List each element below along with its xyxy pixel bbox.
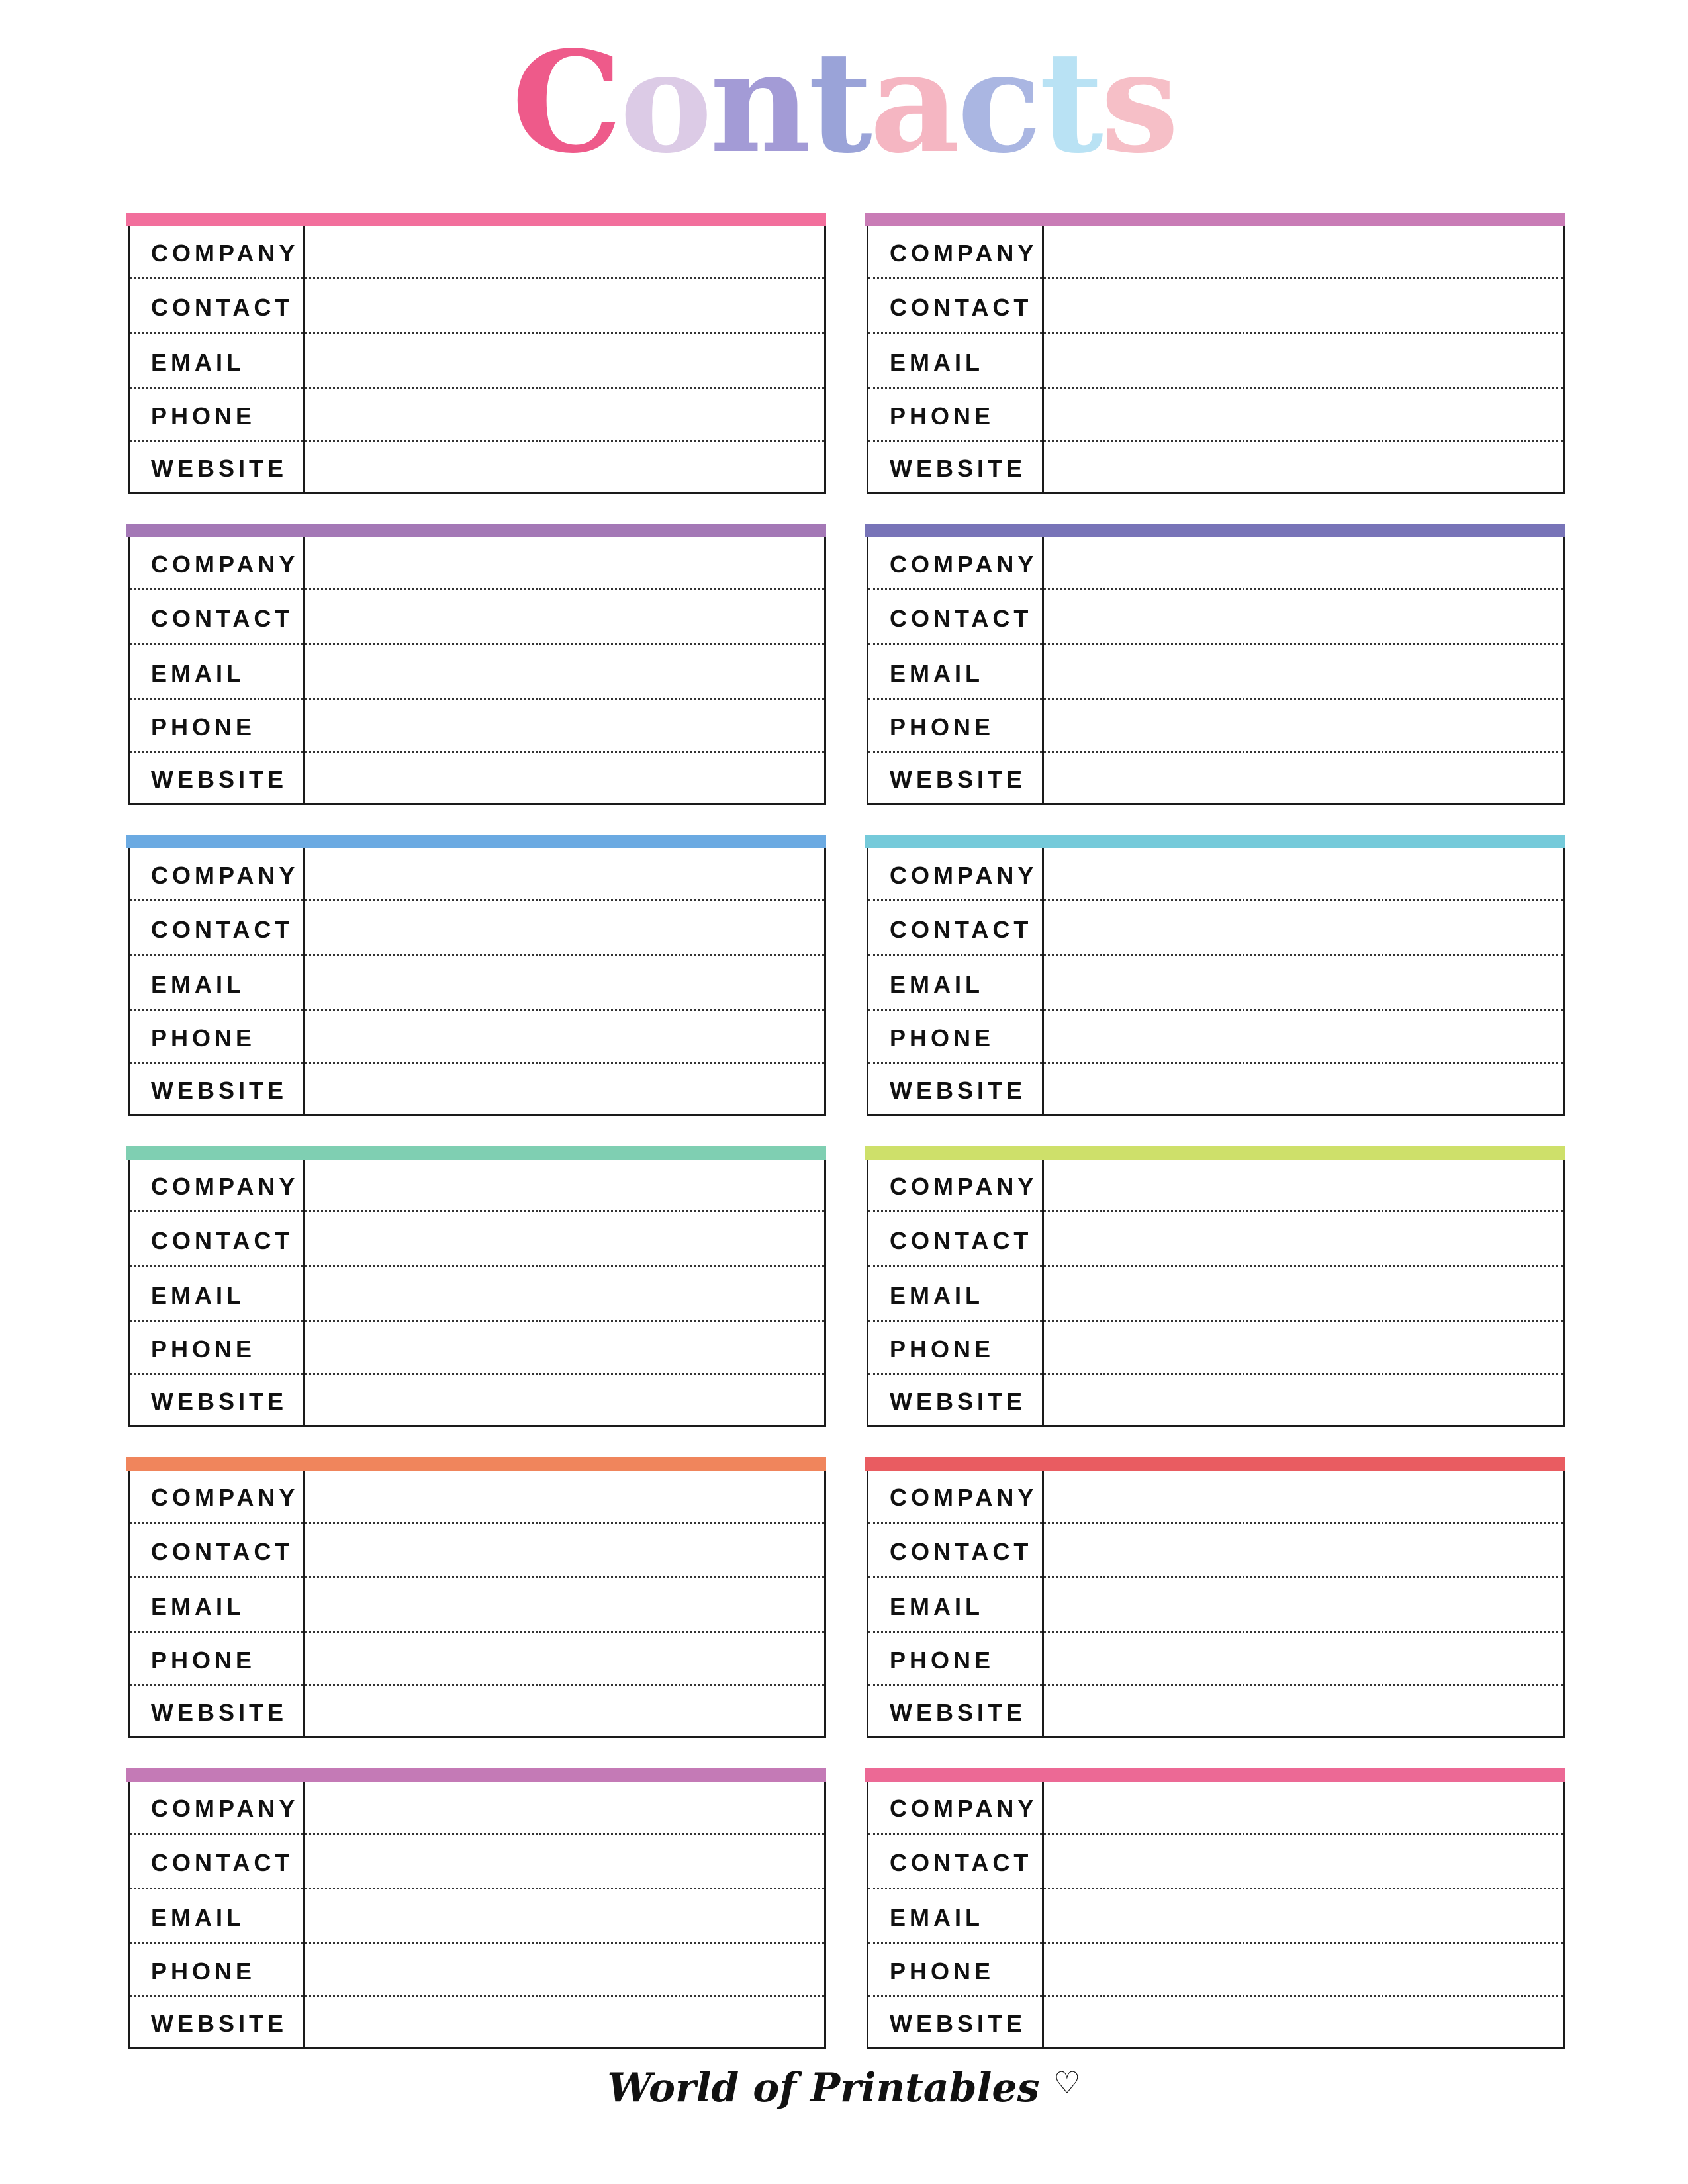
field-value-phone[interactable] [1047,1947,1559,1993]
title-letter: c [957,21,1039,184]
field-label-phone: PHONE [151,1024,256,1052]
field-value-contact[interactable] [1047,282,1559,330]
card-color-bar [865,524,1565,537]
field-row-phone [130,1944,824,1997]
field-row-phone [868,389,1563,442]
field-label-email: EMAIL [151,660,245,687]
card-body [128,848,826,1116]
field-value-email[interactable] [1047,1892,1559,1940]
field-row-website [868,442,1563,494]
field-value-website[interactable] [308,1378,820,1424]
field-row-phone [130,389,824,442]
field-label-contact: CONTACT [151,294,294,321]
field-row-email [130,1267,824,1322]
field-value-contact[interactable] [308,1526,820,1574]
field-value-contact[interactable] [308,1837,820,1885]
field-value-phone[interactable] [1047,392,1559,437]
card-body [867,1471,1565,1738]
field-row-contact [130,1835,824,1889]
contact-card [865,1457,1565,1738]
field-value-website[interactable] [308,445,820,491]
card-color-bar [865,213,1565,226]
field-label-email: EMAIL [890,349,984,376]
field-label-phone: PHONE [151,1647,256,1674]
field-value-contact[interactable] [1047,1526,1559,1574]
field-value-website[interactable] [1047,1378,1559,1424]
contact-card [865,524,1565,805]
field-value-website[interactable] [1047,1067,1559,1113]
field-label-website: WEBSITE [890,1388,1027,1415]
card-body [128,1160,826,1427]
field-row-phone [130,700,824,753]
field-label-contact: CONTACT [151,916,294,943]
title-letter: t [1039,21,1101,184]
field-label-company: COMPANY [151,551,299,578]
field-label-company: COMPANY [151,1795,299,1822]
field-row-website [868,1997,1563,2049]
field-value-website[interactable] [1047,2000,1559,2046]
contact-card [126,835,826,1116]
card-body [128,1471,826,1738]
card-color-bar [126,835,826,848]
field-label-email: EMAIL [890,971,984,998]
field-label-email: EMAIL [890,1282,984,1309]
field-value-company[interactable] [308,1784,820,1830]
field-label-phone: PHONE [890,1336,995,1363]
field-label-phone: PHONE [890,402,995,430]
title-letter: n [710,21,808,184]
field-row-company [868,1471,1563,1524]
card-color-bar [865,1146,1565,1160]
field-row-website [130,1997,824,2049]
field-label-company: COMPANY [151,1173,299,1200]
footer-brand [0,2065,1688,2111]
field-row-phone [868,1011,1563,1064]
contact-card [126,1457,826,1738]
field-value-company[interactable] [308,229,820,275]
field-value-email[interactable] [308,959,820,1007]
field-label-website: WEBSITE [890,2010,1027,2037]
field-row-email [868,1889,1563,1944]
card-color-bar [126,1768,826,1782]
card-body [128,537,826,805]
contact-card [865,835,1565,1116]
field-row-email [130,645,824,700]
field-label-company: COMPANY [151,240,299,267]
field-label-company: COMPANY [890,1795,1038,1822]
card-color-bar [126,524,826,537]
field-value-phone[interactable] [308,1947,820,1993]
field-label-website: WEBSITE [151,766,288,793]
field-label-company: COMPANY [890,1484,1038,1511]
field-value-contact[interactable] [308,593,820,641]
field-label-website: WEBSITE [890,766,1027,793]
field-row-company [130,537,824,590]
field-label-company: COMPANY [890,862,1038,889]
field-row-contact [130,279,824,334]
field-value-email[interactable] [308,1581,820,1629]
field-label-email: EMAIL [151,1282,245,1309]
field-row-email [130,334,824,389]
field-row-website [868,1064,1563,1116]
field-value-phone[interactable] [1047,1325,1559,1371]
field-value-website[interactable] [308,2000,820,2046]
title-letter: o [620,21,710,184]
card-color-bar [865,1768,1565,1782]
field-value-company[interactable] [1047,1162,1559,1208]
title-letter: a [869,21,957,184]
card-body [867,537,1565,805]
field-value-website[interactable] [1047,756,1559,802]
field-row-contact [130,901,824,956]
field-row-website [130,1686,824,1738]
field-value-company[interactable] [1047,851,1559,897]
field-label-contact: CONTACT [151,1227,294,1254]
field-value-email[interactable] [308,1270,820,1318]
field-value-email[interactable] [1047,337,1559,385]
title-letter: t [808,21,870,184]
card-body [867,226,1565,494]
card-body [867,848,1565,1116]
field-row-phone [130,1322,824,1375]
contact-card [126,213,826,494]
field-label-contact: CONTACT [890,1227,1033,1254]
field-label-phone: PHONE [151,713,256,741]
card-color-bar [126,1146,826,1160]
field-value-phone[interactable] [308,392,820,437]
field-row-contact [130,1212,824,1267]
field-row-phone [868,1633,1563,1686]
field-row-phone [130,1633,824,1686]
field-label-company: COMPANY [151,1484,299,1511]
field-row-contact [130,590,824,645]
field-row-company [130,226,824,279]
field-label-company: COMPANY [890,240,1038,267]
field-label-company: COMPANY [151,862,299,889]
field-label-contact: CONTACT [151,1538,294,1565]
field-value-company[interactable] [308,1473,820,1519]
field-label-company: COMPANY [890,551,1038,578]
field-row-contact [868,901,1563,956]
field-value-company[interactable] [1047,540,1559,586]
field-label-website: WEBSITE [151,1699,288,1726]
field-label-email: EMAIL [890,1904,984,1931]
field-label-email: EMAIL [151,349,245,376]
field-row-company [868,1782,1563,1835]
field-label-website: WEBSITE [151,1077,288,1104]
field-row-contact [868,590,1563,645]
field-row-company [130,1471,824,1524]
field-value-phone[interactable] [308,1325,820,1371]
field-value-contact[interactable] [1047,1837,1559,1885]
field-row-email [868,1267,1563,1322]
field-value-contact[interactable] [1047,1215,1559,1263]
contact-card [865,213,1565,494]
field-row-website [130,442,824,494]
field-row-website [130,1064,824,1116]
contact-card [126,1768,826,2049]
contact-card [865,1768,1565,2049]
field-label-email: EMAIL [890,660,984,687]
field-label-website: WEBSITE [151,455,288,482]
field-row-email [130,1578,824,1633]
field-row-email [868,645,1563,700]
field-value-company[interactable] [1047,1473,1559,1519]
field-row-phone [868,1944,1563,1997]
field-value-contact[interactable] [1047,593,1559,641]
field-label-website: WEBSITE [890,1699,1027,1726]
footer-brand-text: World of Printables [607,2065,1040,2111]
field-value-website[interactable] [308,1067,820,1113]
field-value-contact[interactable] [308,904,820,952]
field-label-email: EMAIL [151,971,245,998]
field-row-phone [868,1322,1563,1375]
field-label-phone: PHONE [890,1647,995,1674]
field-row-email [868,956,1563,1011]
title-letter: C [511,21,620,184]
field-label-email: EMAIL [890,1593,984,1620]
field-row-contact [868,1212,1563,1267]
field-value-email[interactable] [1047,959,1559,1007]
field-label-website: WEBSITE [890,1077,1027,1104]
field-value-email[interactable] [308,648,820,696]
contact-card [126,524,826,805]
field-label-contact: CONTACT [890,605,1033,632]
field-label-contact: CONTACT [890,1849,1033,1876]
field-value-website[interactable] [308,1689,820,1735]
field-label-phone: PHONE [151,402,256,430]
field-row-website [868,753,1563,805]
field-label-website: WEBSITE [890,455,1027,482]
title-letter: s [1100,21,1177,184]
field-label-contact: CONTACT [151,605,294,632]
field-label-phone: PHONE [890,1024,995,1052]
field-label-contact: CONTACT [890,294,1033,321]
card-body [128,1782,826,2049]
field-value-website[interactable] [1047,1689,1559,1735]
field-label-website: WEBSITE [151,1388,288,1415]
field-value-email[interactable] [1047,1270,1559,1318]
field-row-company [130,1782,824,1835]
field-value-company[interactable] [308,1162,820,1208]
field-value-company[interactable] [1047,229,1559,275]
card-color-bar [865,1457,1565,1471]
field-value-phone[interactable] [1047,1014,1559,1060]
field-label-website: WEBSITE [151,2010,288,2037]
field-row-website [130,1375,824,1427]
field-label-company: COMPANY [890,1173,1038,1200]
field-row-email [130,956,824,1011]
field-value-phone[interactable] [1047,703,1559,749]
field-value-company[interactable] [308,851,820,897]
field-row-phone [868,700,1563,753]
field-row-email [868,1578,1563,1633]
field-row-contact [868,1835,1563,1889]
field-value-phone[interactable] [308,1014,820,1060]
field-label-contact: CONTACT [890,1538,1033,1565]
field-row-company [868,537,1563,590]
contact-card [865,1146,1565,1427]
field-row-company [130,848,824,901]
field-label-phone: PHONE [890,713,995,741]
field-row-company [130,1160,824,1212]
field-row-website [868,1686,1563,1738]
card-body [867,1782,1565,2049]
field-value-email[interactable] [308,1892,820,1940]
field-value-phone[interactable] [308,703,820,749]
field-value-company[interactable] [308,540,820,586]
field-row-company [868,226,1563,279]
field-label-email: EMAIL [151,1593,245,1620]
field-row-contact [130,1524,824,1578]
field-value-phone[interactable] [1047,1636,1559,1682]
card-body [128,226,826,494]
field-row-email [868,334,1563,389]
field-row-website [130,753,824,805]
field-label-phone: PHONE [151,1336,256,1363]
field-row-company [868,1160,1563,1212]
field-row-company [868,848,1563,901]
page-title [0,20,1688,185]
field-label-contact: CONTACT [890,916,1033,943]
field-value-website[interactable] [308,756,820,802]
field-row-email [130,1889,824,1944]
card-color-bar [126,1457,826,1471]
field-label-contact: CONTACT [151,1849,294,1876]
field-label-email: EMAIL [151,1904,245,1931]
card-color-bar [865,835,1565,848]
field-row-phone [130,1011,824,1064]
field-value-email[interactable] [1047,1581,1559,1629]
field-value-email[interactable] [1047,648,1559,696]
card-body [867,1160,1565,1427]
field-value-contact[interactable] [308,1215,820,1263]
field-label-phone: PHONE [890,1958,995,1985]
field-value-contact[interactable] [1047,904,1559,952]
card-color-bar [126,213,826,226]
field-value-website[interactable] [1047,445,1559,491]
heart-icon: ♡ [1053,2065,1081,2101]
field-label-phone: PHONE [151,1958,256,1985]
field-row-website [868,1375,1563,1427]
field-value-company[interactable] [1047,1784,1559,1830]
field-row-contact [868,1524,1563,1578]
field-value-email[interactable] [308,337,820,385]
field-row-contact [868,279,1563,334]
contact-card [126,1146,826,1427]
field-value-contact[interactable] [308,282,820,330]
field-value-phone[interactable] [308,1636,820,1682]
